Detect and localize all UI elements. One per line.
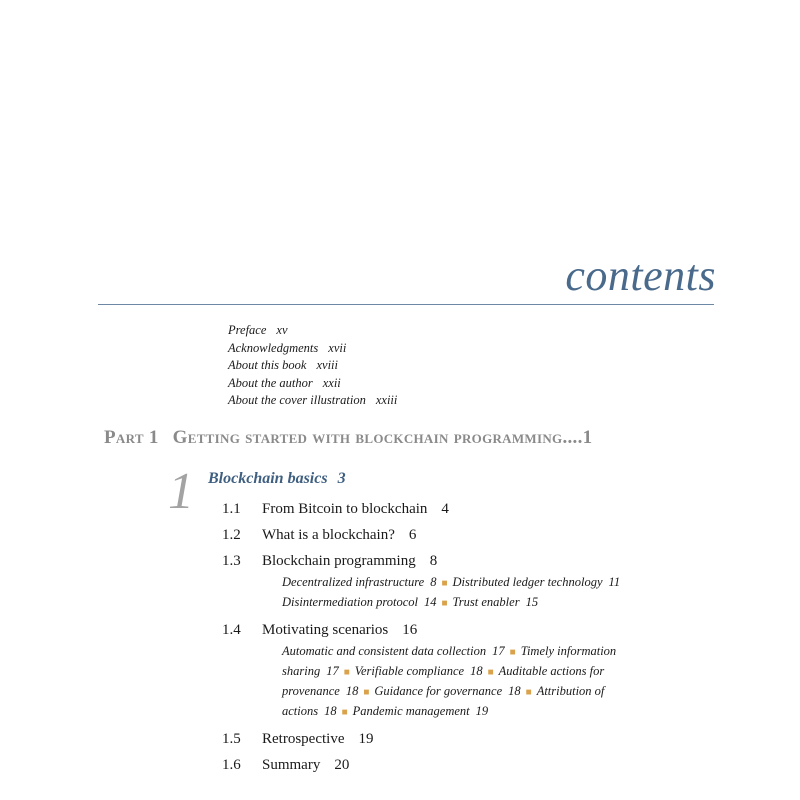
- subsection-entry[interactable]: Timely information sharing 17: [282, 644, 617, 678]
- section-1-6: [222, 754, 692, 780]
- front-matter-item[interactable]: About the cover illustration xxiii: [228, 393, 398, 407]
- part-page: 1: [582, 427, 593, 448]
- subsection-entry[interactable]: Guidance for governance 18: [374, 684, 521, 698]
- subsection-list: [282, 573, 682, 613]
- front-matter-item[interactable]: Preface xv: [228, 323, 288, 337]
- part-heading[interactable]: [104, 427, 716, 449]
- section-entry[interactable]: 1.3 Blockchain programming 8: [222, 553, 438, 569]
- part-title: Getting started with blockchain programming: [172, 427, 563, 448]
- front-matter-item[interactable]: Acknowledgments xvii: [228, 340, 347, 355]
- title-rule: [98, 304, 714, 305]
- section-entry[interactable]: 1.1 From Bitcoin to blockchain 4: [222, 501, 449, 517]
- part-leader: ....: [562, 427, 583, 448]
- chapter-title: Blockchain basics: [208, 470, 328, 487]
- subsection-entry[interactable]: Pandemic management 19: [352, 704, 489, 718]
- subsection-entry[interactable]: Attribution of actions 18: [282, 684, 605, 718]
- separator-icon: ■: [441, 578, 448, 589]
- part-label: Part 1: [104, 427, 159, 448]
- subsection-entry[interactable]: Verifiable compliance 18: [354, 664, 483, 678]
- subsection-entry[interactable]: Disintermediation protocol 14: [282, 595, 437, 609]
- page-title: contents: [565, 251, 716, 300]
- front-matter-item[interactable]: About this book xviii: [228, 358, 338, 372]
- separator-icon: ■: [441, 598, 448, 609]
- subsection-entry[interactable]: Decentralized infrastructure 8: [282, 575, 437, 589]
- chapter-page: 3: [337, 470, 346, 487]
- section-1-4: [222, 619, 692, 722]
- section-entry[interactable]: 1.4 Motivating scenarios 16: [222, 622, 418, 638]
- section-1-5: [222, 728, 692, 754]
- separator-icon: ■: [525, 687, 532, 698]
- section-entry[interactable]: 1.2 What is a blockchain? 6: [222, 527, 417, 543]
- subsection-entry[interactable]: Auditable actions for provenance 18: [282, 664, 605, 698]
- subsection-entry[interactable]: Distributed ledger technology 11: [452, 575, 621, 589]
- section-1-2: [222, 524, 692, 550]
- subsection-list: [282, 642, 682, 722]
- separator-icon: ■: [343, 667, 350, 678]
- front-matter-list: [228, 322, 397, 410]
- chapter-title-link[interactable]: [208, 470, 346, 488]
- section-entry[interactable]: 1.5 Retrospective 19: [222, 731, 374, 747]
- subsection-entry[interactable]: Trust enabler 15: [452, 595, 539, 609]
- chapter-number: 1: [168, 463, 194, 520]
- separator-icon: ■: [509, 647, 516, 658]
- separator-icon: ■: [363, 687, 370, 698]
- section-list: [222, 498, 692, 780]
- subsection-entry[interactable]: Automatic and consistent data collection 17: [282, 644, 505, 658]
- separator-icon: ■: [487, 667, 494, 678]
- section-entry[interactable]: 1.6 Summary 20: [222, 757, 350, 773]
- separator-icon: ■: [341, 707, 348, 718]
- front-matter-item[interactable]: About the author xxii: [228, 375, 341, 390]
- section-1-1: [222, 498, 692, 524]
- section-1-3: [222, 550, 692, 613]
